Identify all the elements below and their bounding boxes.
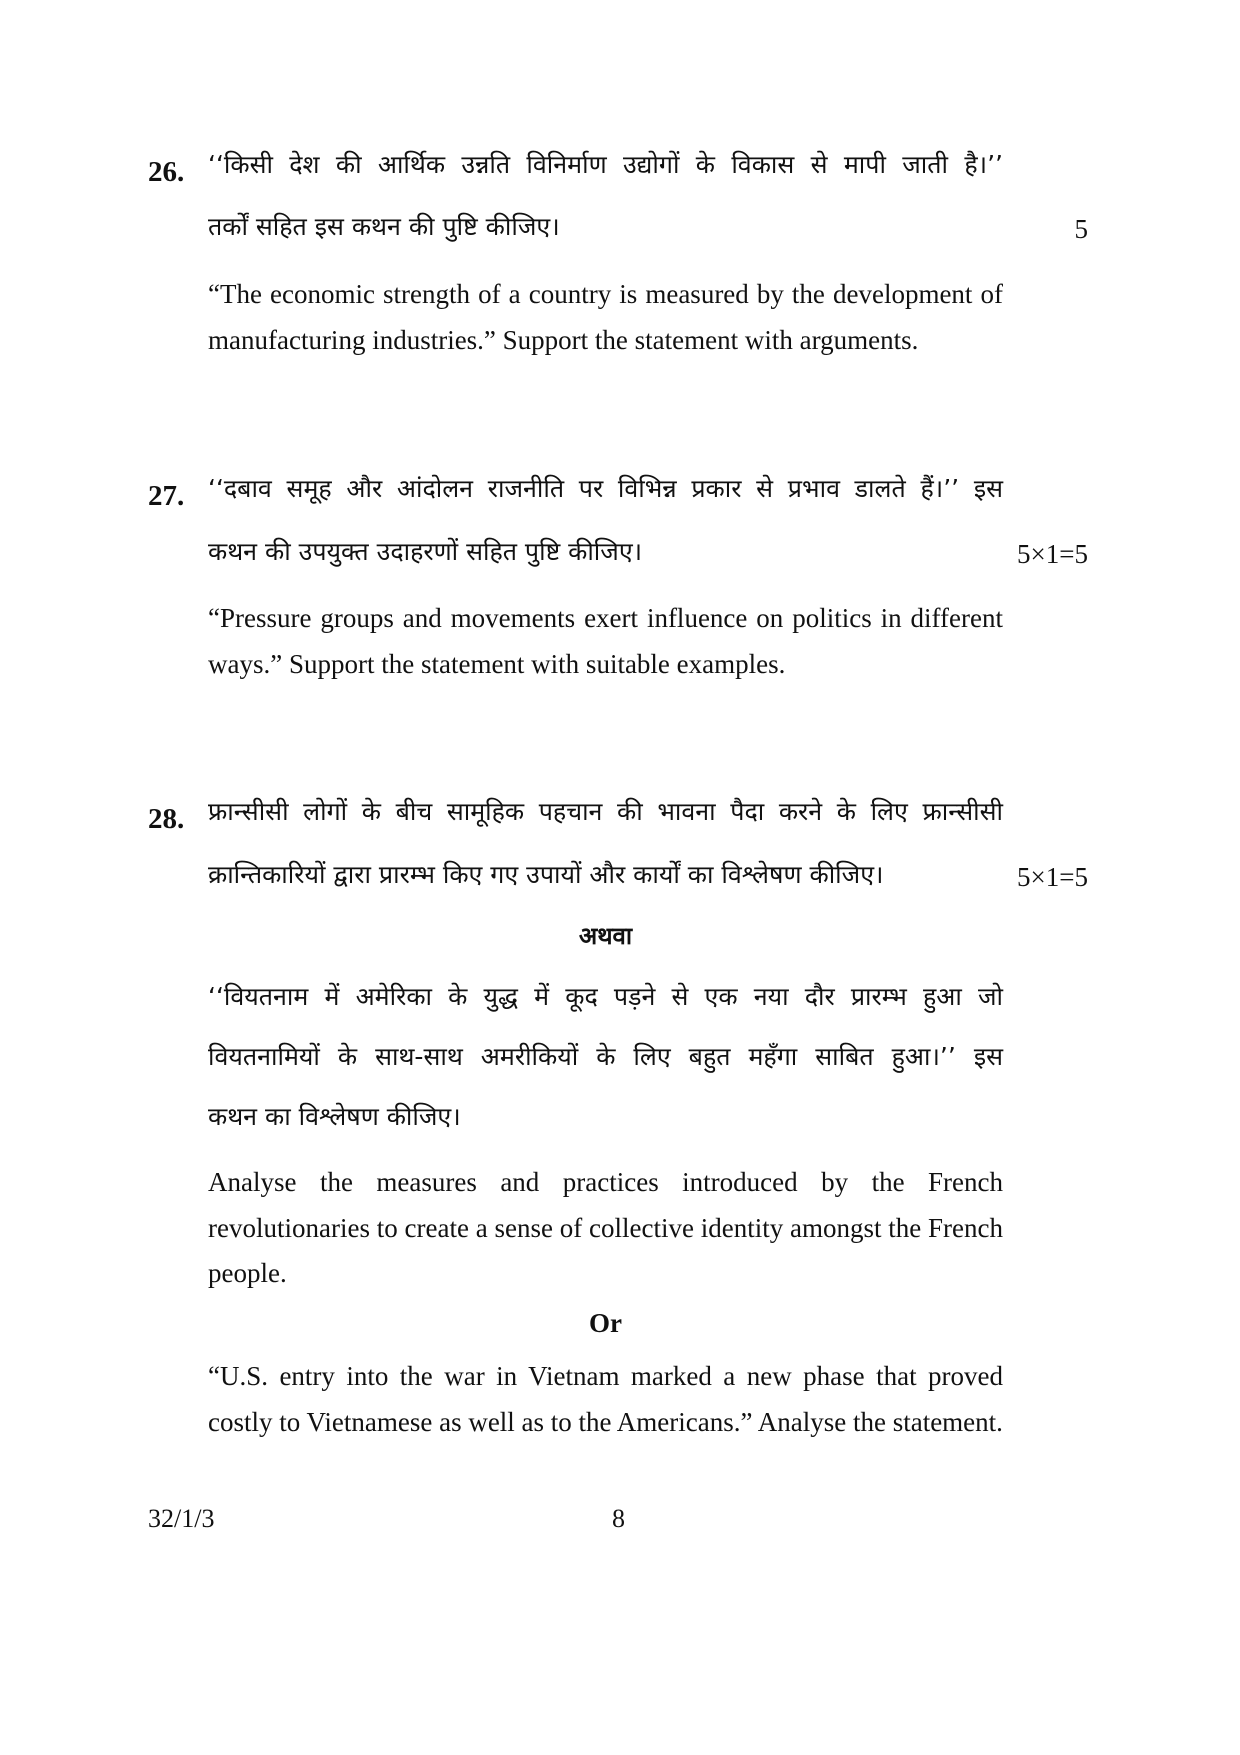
english-or-heading: Or	[589, 1308, 622, 1338]
q26-hindi-line-2: तर्कों सहित इस कथन की पुष्टि कीजिए।	[208, 212, 560, 241]
q27-english-text: “Pressure groups and movements exert influence on politics in different ways.” Support the statement with suitable examples.	[208, 603, 1003, 679]
q27-hindi-line-1: ‘‘दबाव समूह और आंदोलन राजनीति पर विभिन्न प्रकार से प्रभाव डालते हैं।’’ इस	[208, 474, 1003, 503]
q27-marks: 5×1=5	[1017, 539, 1088, 569]
question-number-27: 27.	[148, 480, 185, 512]
question-number-26: 26.	[148, 156, 185, 188]
q26-hindi-line-1: ‘‘किसी देश की आर्थिक उन्नति विनिर्माण उद्योगों के विकास से मापी जाती है।’’	[208, 150, 1003, 179]
q28-alt-hindi-line-2: वियतनामियों के साथ-साथ अमरीकियों के लिए बहुत महँगा साबित हुआ।’’ इस	[208, 1042, 1003, 1071]
q28-marks: 5×1=5	[1017, 862, 1088, 892]
q28-alt-english-text: “U.S. entry into the war in Vietnam marked a new phase that proved costly to Vietnamese as well as to the Americans.” Analyse the statement.	[208, 1361, 1003, 1437]
q28-hindi-line-1: फ्रान्सीसी लोगों के बीच सामूहिक पहचान की भावना पैदा करने के लिए फ्रान्सीसी	[208, 797, 1003, 826]
q27-hindi-line-2: कथन की उपयुक्त उदाहरणों सहित पुष्टि कीजिए।	[208, 537, 643, 566]
question-number-28: 28.	[148, 803, 185, 835]
q28-english-text: Analyse the measures and practices introduced by the French revolutionaries to create a sense of collective identity amongst the French people.	[208, 1167, 1003, 1288]
page-number: 8	[612, 1504, 625, 1533]
q28-hindi-line-2: क्रान्तिकारियों द्वारा प्रारम्भ किए गए उपायों और कार्यों का विश्लेषण कीजिए।	[208, 860, 884, 889]
hindi-or-heading: अथवा	[578, 922, 633, 950]
q28-alt-hindi-line-1: ‘‘वियतनाम में अमेरिका के युद्ध में कूद पड़ने से एक नया दौर प्रारम्भ हुआ जो	[208, 982, 1003, 1011]
q26-marks: 5	[1074, 214, 1088, 244]
q28-alt-hindi-line-3: कथन का विश्लेषण कीजिए।	[208, 1102, 461, 1131]
paper-code: 32/1/3	[148, 1504, 215, 1533]
q26-english-text: “The economic strength of a country is measured by the development of manufacturing industries.” Support the statement with arguments.	[208, 279, 1003, 355]
